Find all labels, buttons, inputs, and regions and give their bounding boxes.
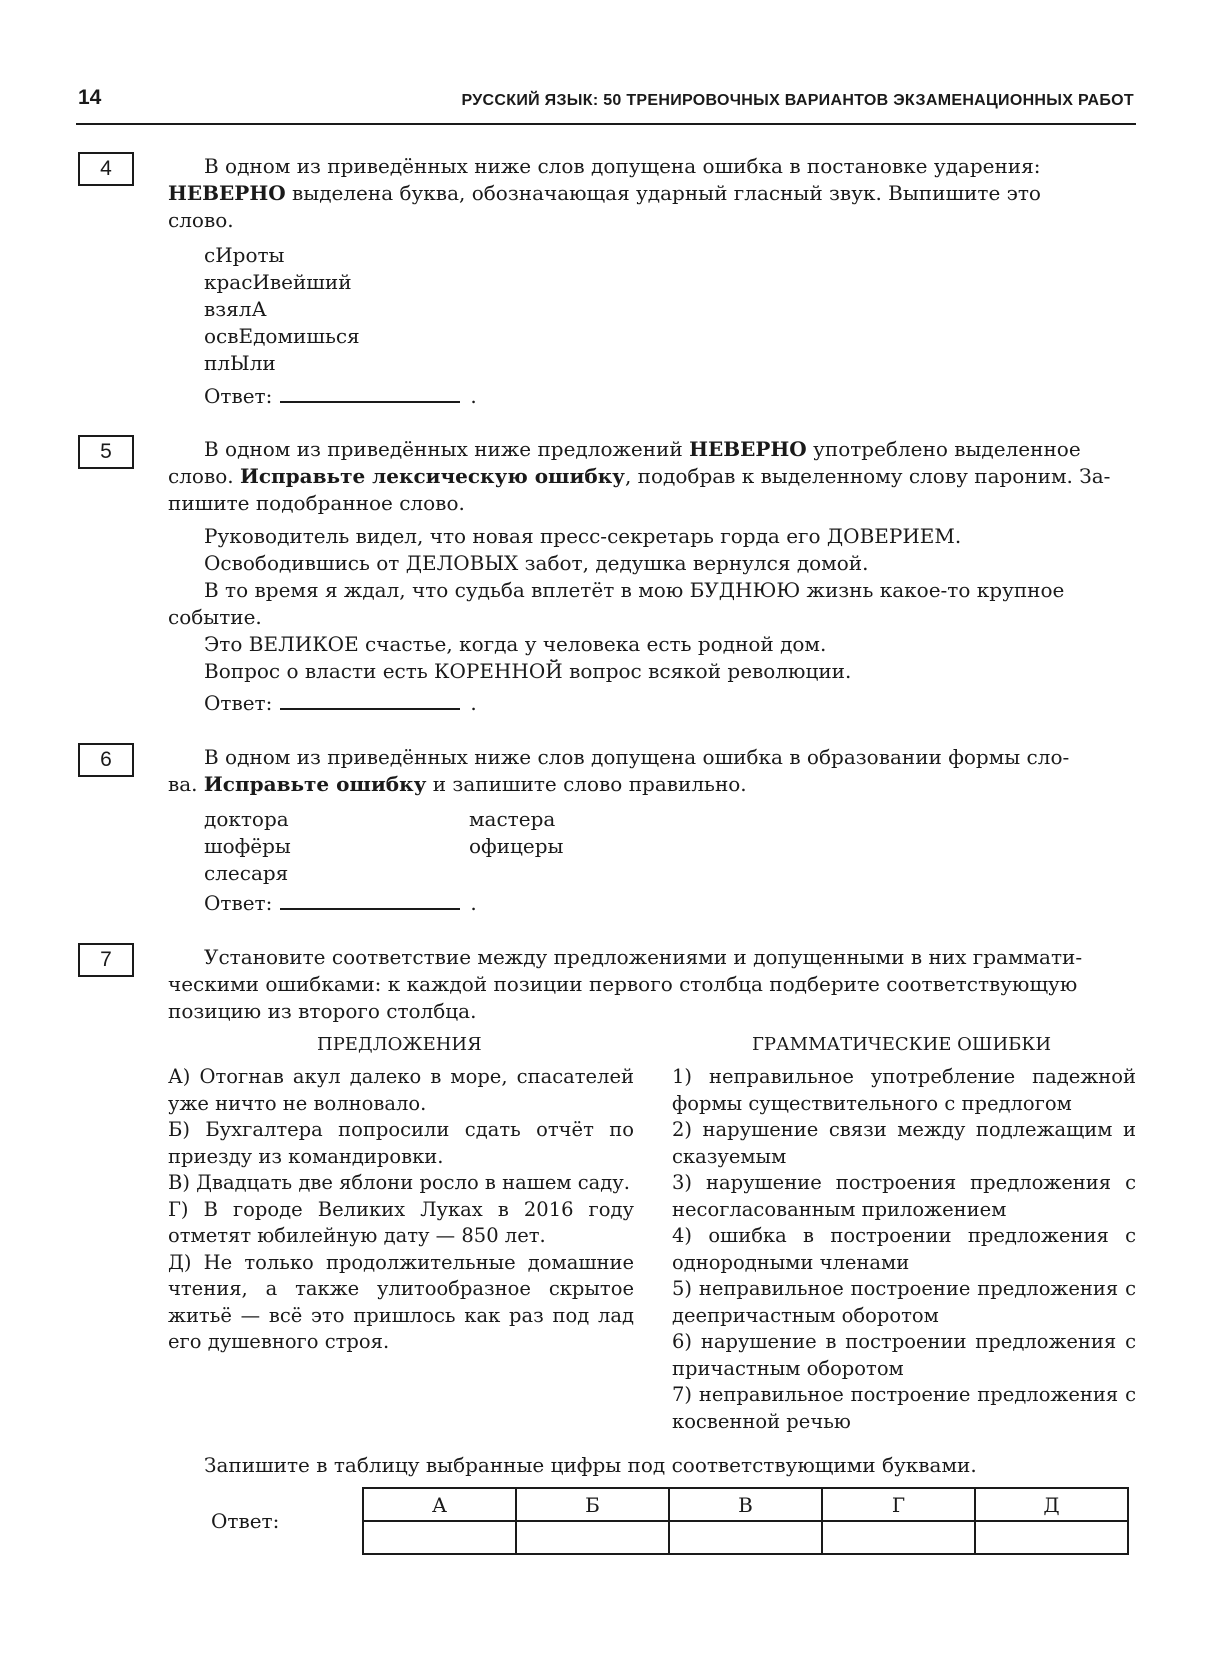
task-5-text-line-3: пишите подобранное слово.	[168, 491, 465, 515]
task-4-line-2-rest: выделена буква, обозначающая ударный гласный звук. Выпишите это	[285, 181, 1041, 205]
task-4-neverno: НЕВЕРНО	[168, 181, 286, 205]
task-5-sentence: Руководитель видел, что новая пресс-секретарь горда его ДОВЕРИЕМ.	[204, 524, 962, 548]
answer-blank[interactable]	[280, 383, 460, 403]
task-4-word: красИвейший	[204, 270, 352, 294]
task-4-number-box: 4	[78, 152, 134, 186]
task-5-sentence: Это ВЕЛИКОЕ счастье, когда у человека есть родной дом.	[204, 632, 827, 656]
table-instruction: Запишите в таблицу выбранные цифры под соответствующими буквами.	[204, 1453, 977, 1477]
task-7-text-line-2: ческими ошибками: к каждой позиции первого столбца подберите соответствующую	[168, 972, 1078, 996]
header-rule	[76, 123, 1136, 125]
answer-table-input-row	[363, 1521, 1128, 1554]
task-5-neverno: НЕВЕРНО	[689, 437, 807, 461]
task-5-answer: Ответ: .	[204, 691, 477, 715]
sentence-d: Д) Не только продолжительные домашние чтения, а также улитообразное скрытое житьё — всё это пришлось как раз под лад его душевного строя.	[168, 1250, 634, 1353]
task-5-instruction-bold: Исправьте лексическую ошибку	[239, 464, 625, 488]
right-column-heading: ГРАММАТИЧЕСКИЕ ОШИБКИ	[752, 1034, 1052, 1055]
error-7: 7) неправильное построение предложения с косвенной речью	[672, 1383, 1136, 1433]
task-6-number-box: 6	[78, 743, 134, 777]
error-3: 3) нарушение построения предложения с несогласованным приложением	[672, 1171, 1136, 1221]
error-5: 5) неправильное построение предложения с деепричастным оборотом	[672, 1277, 1136, 1327]
answer-table-header: Д	[975, 1488, 1128, 1521]
task-6-word: офицеры	[469, 834, 564, 858]
sentences-column	[168, 1064, 634, 1356]
task-4-word: освЕдомишься	[204, 324, 360, 348]
task-7-text-line-3: позицию из второго столбца.	[168, 999, 477, 1023]
task-6-word: слесаря	[204, 861, 289, 885]
task-5-sentence: Освободившись от ДЕЛОВЫХ забот, дедушка вернулся домой.	[204, 551, 869, 575]
answer-label: Ответ:	[204, 691, 273, 715]
answer-table-header: А	[363, 1488, 516, 1521]
answer-cell-a[interactable]	[363, 1521, 516, 1554]
task-5-l1-pre: В одном из приведённых ниже предложений	[204, 437, 690, 461]
answer-label: Ответ:	[204, 384, 273, 408]
task-4-text-line-3: слово.	[168, 208, 234, 232]
answer-table-header: Г	[822, 1488, 975, 1521]
task-6-instruction-bold: Исправьте ошибку	[203, 772, 427, 796]
task-4-word: взялА	[204, 297, 267, 321]
task-5-sentence: Вопрос о власти есть КОРЕННОЙ вопрос всякой революции.	[204, 659, 852, 683]
task-4-text-line-2	[168, 180, 1041, 207]
answer-cell-v[interactable]	[669, 1521, 822, 1554]
answer-cell-b[interactable]	[516, 1521, 669, 1554]
task-6-answer: Ответ: .	[204, 891, 477, 915]
answer-table-header: Б	[516, 1488, 669, 1521]
task-5-number-box: 5	[78, 435, 134, 469]
task-6-word: доктора	[204, 807, 289, 831]
error-1: 1) неправильное употребление падежной формы существительного с предлогом	[672, 1065, 1136, 1115]
answer-label: Ответ:	[211, 1509, 280, 1533]
task-7-text-line-1: Установите соответствие между предложениями и допущенными в них граммати-	[204, 945, 1083, 969]
task-7-number-box: 7	[78, 943, 134, 977]
running-title: РУССКИЙ ЯЗЫК: 50 ТРЕНИРОВОЧНЫХ ВАРИАНТОВ ЭКЗАМЕНАЦИОННЫХ РАБОТ	[461, 92, 1134, 109]
task-5-l2-post: , подобрав к выделенному слову пароним. За-	[624, 464, 1111, 488]
answer-table-header: В	[669, 1488, 822, 1521]
answer-table	[362, 1487, 1129, 1555]
error-6: 6) нарушение в построении предложения с причастным оборотом	[672, 1330, 1136, 1380]
task-4-answer: Ответ: .	[204, 384, 477, 408]
sentence-b: Б) Бухгалтера попросили сдать отчёт по приезду из командировки.	[168, 1118, 634, 1168]
answer-cell-d[interactable]	[975, 1521, 1128, 1554]
task-6-text-line-2	[168, 771, 747, 798]
answer-blank[interactable]	[280, 690, 460, 710]
task-6-text-line-1: В одном из приведённых ниже слов допущена ошибка в образовании формы сло-	[204, 745, 1070, 769]
answer-label: Ответ:	[204, 891, 273, 915]
left-column-heading: ПРЕДЛОЖЕНИЯ	[317, 1034, 482, 1055]
sentence-g: Г) В городе Великих Луках в 2016 году отметят юбилейную дату — 850 лет.	[168, 1197, 634, 1247]
sentence-a: А) Отогнав акул далеко в море, спасателей уже ничто не волновало.	[168, 1065, 634, 1115]
error-4: 4) ошибка в построении предложения с однородными членами	[672, 1224, 1136, 1274]
error-2: 2) нарушение связи между подлежащим и сказуемым	[672, 1118, 1136, 1168]
page-number: 14	[78, 86, 102, 109]
task-5-l1-post: употреблено выделенное	[806, 437, 1081, 461]
errors-column	[672, 1064, 1136, 1435]
task-5-text-line-2	[168, 463, 1110, 490]
sentence-v: В) Двадцать две яблони росло в нашем саду.	[168, 1171, 630, 1194]
task-4-word: сИроты	[204, 243, 285, 267]
task-5-l2-pre: слово.	[168, 464, 240, 488]
task-4-word: плЫли	[204, 351, 276, 375]
task-6-l2-post: и запишите слово правильно.	[426, 772, 747, 796]
answer-blank[interactable]	[280, 890, 460, 910]
answer-cell-g[interactable]	[822, 1521, 975, 1554]
task-5-sentence: В то время я ждал, что судьба вплетёт в мою БУДНЮЮ жизнь какое-то крупное	[204, 578, 1065, 602]
task-6-l2-pre: ва.	[168, 772, 204, 796]
task-5-text-line-1	[204, 436, 1081, 463]
task-4-text-line-1: В одном из приведённых ниже слов допущена ошибка в постановке ударения:	[204, 154, 1041, 178]
answer-table-header-row	[363, 1488, 1128, 1521]
task-6-word: мастера	[469, 807, 556, 831]
task-6-word: шофёры	[204, 834, 291, 858]
task-5-sentence-cont: событие.	[168, 605, 262, 629]
